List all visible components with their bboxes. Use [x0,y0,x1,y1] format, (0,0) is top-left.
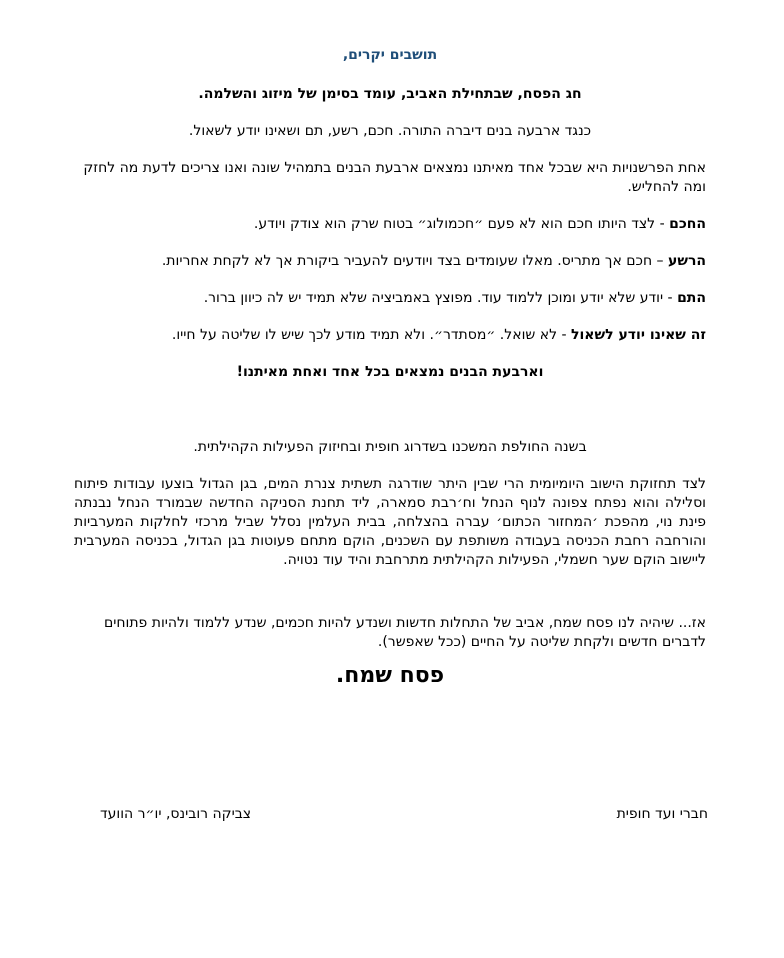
signature-chairman: צביקה רובינס, יו״ר הוועד [100,806,252,822]
letter-body [74,46,706,690]
son-description: – חכם אך מתריס. מאלו שעומדים בצד ויודעים להעביר ביקורת אך לא לקחת אחריות. [161,253,668,269]
son-name: זה שאינו יודע לשאול [571,327,706,343]
year-intro: בשנה החולפת המשכנו בשדרוג חופית ובחיזוק הפעילות הקהילתית. [193,439,587,455]
son-wise [74,215,706,234]
headline: חג הפסח, שבתחילת האביב, עומד בסימן של מיזוג והשלמה. [198,86,582,102]
interpretation-paragraph: אחת הפרשנויות היא שבכל אחד מאיתנו נמצאים ארבעת הבנים בתמהיל שונה ואנו צריכים לדעת מה לחזק ומה להחליש. [83,160,706,195]
signature-committee: חברי ועד חופית [616,806,708,822]
son-name: הרשע [668,253,706,269]
conclusion: וארבעת הבנים נמצאים בכל אחד ואחת מאיתנו! [236,364,544,380]
signatures [100,806,708,822]
year-summary: לצד תחזוקת הישוב היומיומית הרי שבין היתר שודרגה תשתית צנרת המים, בגן הגדול בוצעו עבודות פיתוח וסלילה והוא נפתח צפונה לנוף הנחל וח׳רבת סמארה, ליד תחנת הסניקה החדשה שבמורד הנחל נבנתה פינת נוי, מהפכת ׳המחזור הכתום׳ עברה בהצלחה, בבית העלמין נסלל שביל מרכזי לחלקות המערביות והורחבה רחבת הכניסה בעבודה משותפת עם השכנים, הוקם מתחם פעוטות בגן הגדול, בכניסה המערבית ליישוב הוקם שער חשמלי, הפעילות הקהילתית מתרחבת והיד עוד נטויה. [74,476,706,568]
son-description: - לא שואל. ״מסתדר״. ולא תמיד מודע לכך שיש לו שליטה על חייו. [171,327,572,343]
son-description: - יודע שלא יודע ומוכן ללמוד עוד. מפוצץ באמביציה שלא תמיד יש לה כיוון ברור. [203,290,678,306]
son-cannot-ask [74,326,706,345]
son-simple [74,289,706,308]
son-name: החכם [669,216,706,232]
son-wicked [74,252,706,271]
intro-paragraph: כנגד ארבעה בנים דיברה התורה. חכם, רשע, תם ושאינו יודע לשאול. [188,123,592,139]
greeting: תושבים יקרים, [342,47,438,63]
holiday-wish: פסח שמח. [335,663,445,688]
son-name: התם [677,290,706,306]
son-description: - לצד היותו חכם הוא לא פעם ״חכמולוג״ בטוח שרק הוא צודק ויודע. [253,216,670,232]
closing-paragraph: אז... שיהיה לנו פסח שמח, אביב של התחלות חדשות ושנדע להיות חכמים, שנדע ללמוד ולהיות פתוחים לדברים חדשים ולקחת שליטה על החיים (ככל שאפשר). [103,615,706,650]
